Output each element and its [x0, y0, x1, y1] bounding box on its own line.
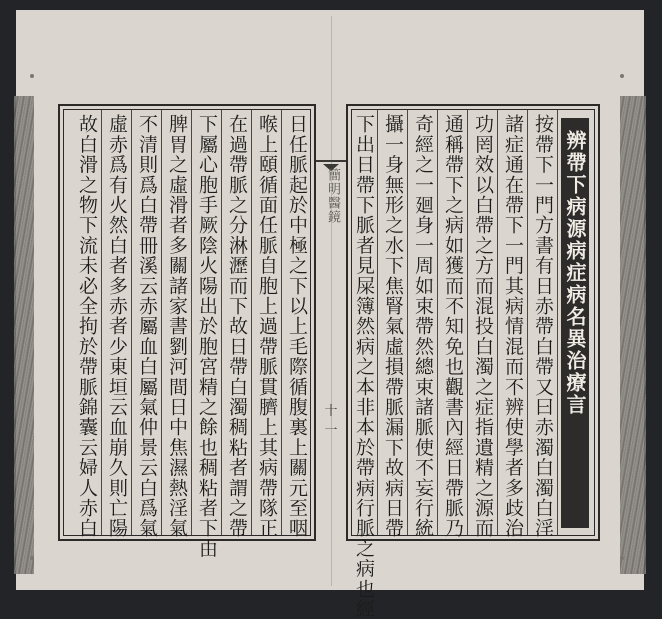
column-rule — [497, 110, 498, 535]
left-text-column: 下屬心胞手厥陰火陽出於胞宮精之餘也稠粘者下由 — [196, 114, 218, 559]
column-rule — [377, 110, 378, 535]
left-text-column: 在過帶脈之分淋瀝而下故日帶白濁稠粘者謂之帶 — [226, 114, 248, 539]
binding-hole — [620, 74, 624, 78]
left-text-column: 日任脈起於中極之下以上毛際循腹裏上關元至咽 — [286, 114, 308, 539]
column-rule — [437, 110, 438, 535]
page-number: 十一 — [324, 404, 338, 438]
left-page-text-frame — [58, 104, 316, 559]
column-rule — [407, 110, 408, 535]
section-heading: 辨帶下病源病症病名異治療言 — [561, 118, 589, 528]
column-rule — [131, 110, 132, 535]
left-text-column: 喉上頤循面任脈自胞上過帶脈貫臍上其病帶隊正 — [256, 114, 278, 539]
column-rule — [281, 110, 282, 535]
center-fold-strip — [316, 160, 346, 540]
right-text-column: 通稱帶下之病如獲而不知免也觀書內經日帶脈乃 — [442, 114, 464, 539]
column-rule — [161, 110, 162, 535]
left-text-column: 故白滑之物下流未必全拘於帶脈錦囊云婦人赤白 — [76, 114, 98, 539]
book-title: 簡明醫鏡 — [325, 168, 340, 224]
column-rule — [467, 110, 468, 535]
column-rule — [191, 110, 192, 535]
column-rule — [527, 110, 528, 535]
binding-hole — [30, 74, 34, 78]
column-rule — [251, 110, 252, 535]
right-page-text-frame — [346, 104, 600, 619]
right-text-column: 按帶下一門方書有日赤帶白帶又曰赤濁白濁白淫 — [532, 114, 554, 539]
left-text-column: 不清則爲白帶冊溪云赤屬血白屬氣仲景云白爲氣 — [136, 114, 158, 539]
page-edge-shadow-right — [620, 96, 646, 574]
left-text-column: 脾胃之虛滑者多關諸家書劉河間日中焦濕熱淫氣 — [166, 114, 188, 539]
column-rule — [221, 110, 222, 535]
column-rule — [101, 110, 102, 535]
binding-hole — [30, 556, 34, 560]
right-text-column: 奇經之一廻身一周如束帶然總束諸脈使不妄行統 — [412, 114, 434, 539]
column-rule — [557, 110, 558, 535]
right-text-column: 攝一身無形之水下焦腎氣虛損帶脈漏下故病日帶 — [382, 114, 404, 539]
left-text-column: 虛赤爲有火然白者多赤者少東垣云血崩久則亡陽 — [106, 114, 128, 539]
right-text-column: 下出日帶下脈者見屎簿然病之本非本於帶病行脈之病也經 — [353, 114, 375, 619]
page-edge-shadow-left — [14, 96, 34, 574]
right-text-column: 功罔效以白帶之方而混投白濁之症指遺精之源而 — [472, 114, 494, 539]
binding-hole — [620, 556, 624, 560]
right-text-column: 諸症通在帶下一門其病情混而不辨使學者多歧治 — [502, 114, 524, 539]
